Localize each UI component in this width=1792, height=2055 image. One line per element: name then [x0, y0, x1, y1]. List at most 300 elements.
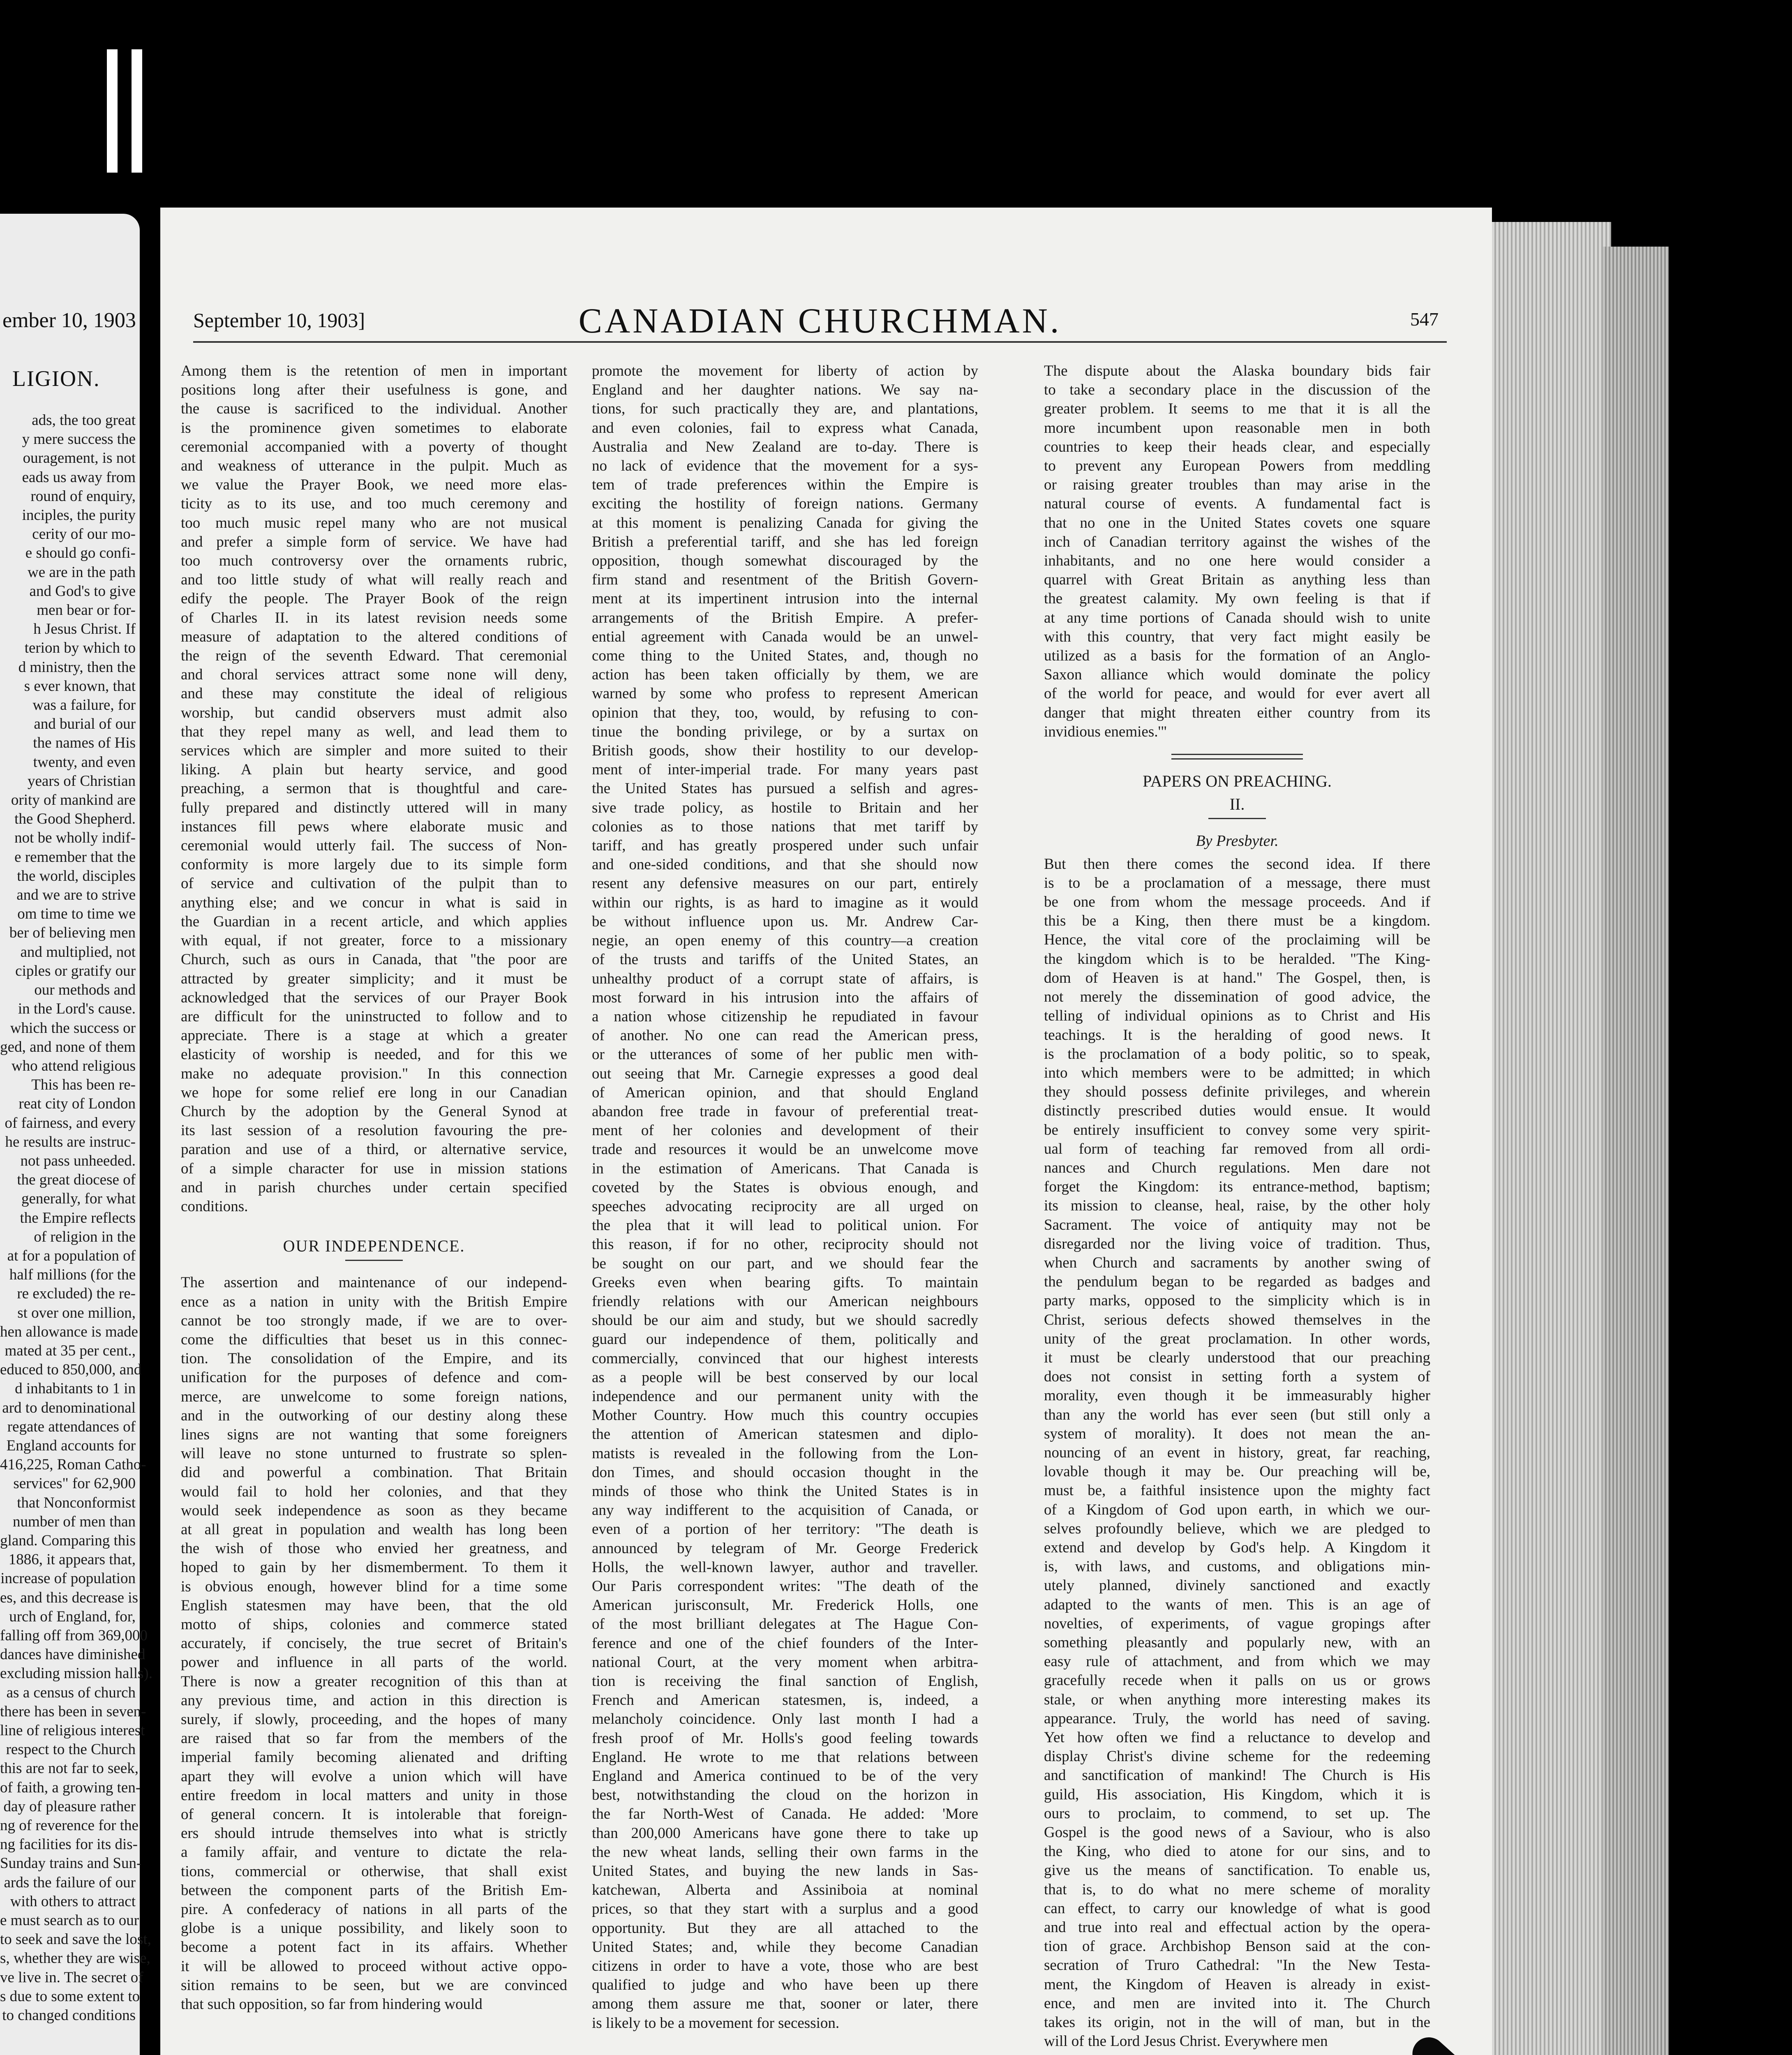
column-2: [592, 362, 978, 2033]
text-line: excluding mission halls).: [0, 1665, 152, 1682]
text-line: surely, if slowly, proceeding, and the hopes of many: [181, 1711, 567, 1728]
text-line: liking. A plain but hearty service, and good: [181, 761, 567, 778]
text-line: than 200,000 Americans have gone there to take up: [592, 1824, 978, 1842]
column-3-article-part-a: [1044, 362, 1430, 741]
text-line: ged, and none of them: [0, 1038, 136, 1055]
text-line: and sanctification of mankind! The Church is His: [1044, 1767, 1430, 1784]
text-line: d inhabitants to 1 in: [15, 1380, 136, 1397]
text-line: Sacrament. The voice of antiquity may not be: [1044, 1216, 1430, 1233]
text-line: at any time portions of Canada should wish to unite: [1044, 609, 1430, 626]
text-line: the cause is sacrificed to the individual. Another: [181, 400, 567, 418]
section-rule: [345, 1260, 403, 1261]
text-line: quarrel with Great Britain as anything less than: [1044, 571, 1430, 589]
text-line: they should possess definite privileges, and wherein: [1044, 1083, 1430, 1101]
masthead-title: CANADIAN CHURCHMAN.: [578, 301, 1062, 340]
text-line: The assertion and maintenance of our independ-: [181, 1274, 567, 1291]
text-line: reat city of London: [18, 1095, 136, 1113]
text-line: the great diocese of: [17, 1171, 136, 1189]
text-line: attracted by greater simplicity; and it must be: [181, 970, 567, 987]
text-line: eads us away from: [22, 469, 136, 486]
text-line: teachings. It is the heralding of good news. It: [1044, 1026, 1430, 1044]
text-line: trade and resources it would be an unwelcome move: [592, 1141, 978, 1158]
text-line: acknowledged that the services of our Prayer Book: [181, 989, 567, 1006]
text-line: inciples, the purity: [22, 507, 136, 524]
text-line: edify the people. The Prayer Book of the reign: [181, 590, 567, 607]
text-line: resent any defensive measures on our part, entirely: [592, 875, 978, 892]
text-line: does not consist in setting forth a system of: [1044, 1368, 1430, 1385]
text-line: hen allowance is made: [0, 1323, 138, 1340]
text-line: action has been taken officially by them, we are: [592, 666, 978, 683]
text-line: exciting the hostility of foreign nations. Germany: [592, 495, 978, 513]
text-line: and too little study of what will really reach and: [181, 571, 567, 589]
text-line: increase of population: [0, 1570, 136, 1587]
text-line: instances fill pews where elaborate music and: [181, 818, 567, 835]
text-line: not merely the dissemination of good advice, the: [1044, 988, 1430, 1006]
text-line: at this moment is penalizing Canada for giving the: [592, 514, 978, 531]
text-line: But then there comes the second idea. If there: [1044, 855, 1430, 873]
text-line: British a preferential tariff, and she has led foreign: [592, 533, 978, 550]
text-line: twenty, and even: [33, 753, 136, 771]
section-double-rule: [1171, 754, 1303, 760]
text-line: e remember that the: [14, 848, 136, 866]
text-line: will leave no stone unturned to frustrate so splen-: [181, 1445, 567, 1462]
byline: By Presbyter.: [1196, 832, 1279, 850]
text-line: tinue the bonding privilege, or by a surtax on: [592, 723, 978, 740]
text-line: s due to some extent to: [0, 1988, 140, 2005]
text-line: appearance. Truly, the world has need of saving.: [1044, 1710, 1430, 1727]
text-line: Hence, the vital core of the proclaiming will be: [1044, 931, 1430, 949]
text-line: adapted to the wants of men. This is an age of: [1044, 1596, 1430, 1613]
text-line: that is, to do what no mere scheme of morality: [1044, 1881, 1430, 1898]
text-line: to take a secondary place in the discussion of the: [1044, 381, 1430, 399]
text-line: even of a portion of her territory: "The death is: [592, 1521, 978, 1538]
text-line: the plea that it will lead to political union. For: [592, 1217, 978, 1234]
text-line: ouragement, is not: [23, 450, 136, 467]
text-line: educed to 850,000, and: [0, 1361, 142, 1378]
text-line: qualified to judge and who have been up there: [592, 1976, 978, 1994]
text-line: preaching, a sermon that is thoughtful and care-: [181, 780, 567, 797]
text-line: dances have diminished: [0, 1646, 145, 1663]
text-line: there has been in seven-: [0, 1703, 146, 1720]
text-line: ment of inter-imperial trade. For many years past: [592, 761, 978, 778]
text-line: years of Christian: [27, 772, 136, 790]
text-line: out seeing that Mr. Carnegie expresses a good deal: [592, 1065, 978, 1082]
text-line: nouncing of an event in history, great, far reaching,: [1044, 1444, 1430, 1461]
text-line: tem of trade preferences within the Empire is: [592, 476, 978, 494]
text-line: opinion that they, too, would, by refusing to con-: [592, 704, 978, 721]
text-line: did and powerful a combination. That Britain: [181, 1464, 567, 1481]
text-line: ment of her colonies and development of their: [592, 1122, 978, 1139]
text-line: firm stand and resentment of the British Govern-: [592, 571, 978, 589]
text-line: it will be allowed to proceed without active oppo-: [181, 1958, 567, 1975]
text-line: which the success or: [10, 1019, 136, 1037]
text-line: ference and one of the chief founders of the Inter-: [592, 1635, 978, 1652]
text-line: and God's to give: [29, 582, 136, 600]
text-line: positions long after their usefulness is gone, and: [181, 381, 567, 399]
text-line: h Jesus Christ. If: [33, 621, 136, 638]
text-line: round of enquiry,: [30, 487, 136, 505]
text-line: of fairness, and every: [5, 1114, 136, 1131]
text-line: the attention of American statesmen and diplo-: [592, 1426, 978, 1443]
text-line: independence and our permanent unity with the: [592, 1388, 978, 1405]
text-line: must be, a faithful insistence upon the mighty fact: [1044, 1482, 1430, 1499]
text-line: of Charles II. in its latest revision needs some: [181, 609, 567, 626]
text-line: the names of His: [33, 734, 136, 752]
text-line: its last session of a resolution favouring the pre-: [181, 1122, 567, 1139]
text-line: with equal, if not greater, force to a missionary: [181, 932, 567, 949]
text-line: selves profoundly believe, which we are pledged to: [1044, 1520, 1430, 1537]
text-line: fully prepared and distinctly uttered will in many: [181, 799, 567, 816]
text-line: e must search as to our: [0, 1912, 139, 1929]
text-line: worship, but candid observers must admit also: [181, 704, 567, 721]
text-line: display Christ's divine scheme for the redeeming: [1044, 1748, 1430, 1765]
text-line: opportunity. But they are all attached to the: [592, 1919, 978, 1937]
text-line: United States, and buying the new lands in Sas-: [592, 1863, 978, 1880]
text-line: power and influence in all parts of the world.: [181, 1654, 567, 1671]
text-line: lines signs are not wanting that some foreigners: [181, 1426, 567, 1443]
text-line: tions, commercial or otherwise, that shall exist: [181, 1863, 567, 1880]
text-line: and these may constitute the ideal of religious: [181, 685, 567, 702]
text-line: utely planned, divinely sanctioned and exactly: [1044, 1577, 1430, 1594]
text-line: at all great in population and wealth has long been: [181, 1521, 567, 1538]
book-page-edges-outer: [1603, 247, 1669, 2055]
text-line: to changed conditions: [2, 2007, 136, 2024]
text-line: of a Kingdom of God upon earth, in which we our-: [1044, 1501, 1430, 1518]
text-line: unification for the purposes of defence and com-: [181, 1369, 567, 1386]
text-line: French and American statesmen, is, indeed, a: [592, 1692, 978, 1709]
text-line: danger that might threaten either country from its: [1044, 704, 1430, 721]
text-line: globe is a unique possibility, and likely soon to: [181, 1920, 567, 1937]
text-line: be entirely insufficient to convey some very spirit-: [1044, 1121, 1430, 1138]
text-line: matists is revealed in the following from the Lon-: [592, 1445, 978, 1462]
text-line: too much controversy over the ornaments rubric,: [181, 552, 567, 570]
text-line: ceremonial accompanied with a poverty of thought: [181, 438, 567, 455]
text-line: natural course of events. A fundamental fact is: [1044, 495, 1430, 513]
text-line: merce, are unwelcome to some foreign nations,: [181, 1388, 567, 1405]
text-line: as a people will be best conserved by our local: [592, 1369, 978, 1386]
text-line: cerity of our mo-: [32, 526, 136, 543]
text-line: something pleasantly and popularly new, with an: [1044, 1634, 1430, 1651]
column-2-article: [592, 362, 978, 2033]
text-line: om time to time we: [17, 905, 136, 923]
text-line: y mere success the: [22, 431, 136, 448]
text-line: measure of adaptation to the altered conditions of: [181, 628, 567, 645]
text-line: and even colonies, fail to express what Canada,: [592, 419, 978, 436]
text-line: elasticity of worship is needed, and for this we: [181, 1046, 567, 1063]
text-line: not be wholly indif-: [14, 829, 136, 847]
section-number: II.: [1229, 795, 1245, 814]
text-line: the new wheat lands, selling their own farms in the: [592, 1843, 978, 1861]
text-line: can effect, to carry our knowledge of what is good: [1044, 1900, 1430, 1917]
text-line: extend and develop by God's help. A Kingdom it: [1044, 1539, 1430, 1556]
text-line: cannot be too strongly made, if we are to over-: [181, 1312, 567, 1329]
text-line: is obvious enough, however blind for a time some: [181, 1578, 567, 1595]
column-3: [1044, 362, 1430, 2051]
text-line: stale, or when anything more interesting makes its: [1044, 1691, 1430, 1708]
text-line: come thing to the United States, and, though no: [592, 647, 978, 665]
text-line: Church, such as ours in Canada, that "the poor are: [181, 951, 567, 968]
text-line: a nation whose citizenship he repudiated in favour: [592, 1008, 978, 1025]
text-line: ential agreement with Canada would be an unwel-: [592, 628, 978, 645]
text-line: best, notwithstanding the cloud on the horizon in: [592, 1787, 978, 1804]
text-line: prices, so that they start with a surplus and a good: [592, 1900, 978, 1918]
left-facing-page: [0, 214, 152, 2055]
text-line: takes its origin, not in the will of man, but in the: [1044, 2014, 1430, 2031]
text-line: of the trusts and tariffs of the United States, an: [592, 951, 978, 968]
text-line: to prevent any European Powers from meddling: [1044, 457, 1430, 475]
text-line: and we are to strive: [16, 887, 136, 904]
text-line: abandon free trade in favour of preferential treat-: [592, 1103, 978, 1120]
text-line: commercially, convinced that our highest interests: [592, 1350, 978, 1367]
text-line: e should go confi-: [25, 545, 136, 562]
header-rule: [193, 341, 1447, 343]
text-line: lovable though it may be. Our preaching will be,: [1044, 1463, 1430, 1480]
text-line: or raising greater troubles than may arise in the: [1044, 476, 1430, 494]
text-line: entire freedom in local matters and unity in those: [181, 1787, 567, 1804]
text-line: the wish of those who envied her greatness, and: [181, 1540, 567, 1557]
text-line: of the world for peace, and would for ever avert all: [1044, 685, 1430, 702]
text-line: pire. A confederacy of nations in all parts of the: [181, 1901, 567, 1918]
text-line: ence as a nation in unity with the British Empire: [181, 1293, 567, 1310]
text-line: easy rule of attachment, and from which we may: [1044, 1653, 1430, 1670]
text-line: tariff, and has greatly prospered under such unfair: [592, 837, 978, 854]
text-line: English statesmen may have been, that the old: [181, 1597, 567, 1614]
text-line: ng of reverence for the: [0, 1817, 139, 1834]
text-line: friendly relations with our American neighbours: [592, 1293, 978, 1310]
text-line: the Empire reflects: [20, 1209, 136, 1226]
text-line: the Good Shepherd.: [14, 810, 136, 828]
text-line: is the prominence given sometimes to elaborate: [181, 419, 567, 436]
text-line: inch of Canadian territory against the wishes of the: [1044, 533, 1430, 550]
text-line: the Guardian in a recent article, and which applies: [181, 913, 567, 930]
text-line: the greatest calamity. My own feeling is that if: [1044, 590, 1430, 607]
text-line: respect to the Church: [6, 1741, 136, 1758]
text-line: the King, who died to atone for our sins, and to: [1044, 1843, 1430, 1860]
text-line: ers should intrude themselves into what is strictly: [181, 1825, 567, 1842]
text-line: would fail to hold her colonies, and that they: [181, 1483, 567, 1500]
text-line: ber of believing men: [9, 924, 136, 942]
left-page-column: [0, 411, 152, 2025]
text-line: ard to denominational: [2, 1399, 136, 1416]
text-line: ment at its impertinent intrusion into the internal: [592, 590, 978, 607]
text-line: services" for 62,900: [13, 1475, 136, 1492]
text-line: 416,225, Roman Catho-: [0, 1456, 146, 1473]
text-line: and weakness of utterance in the pulpit. Much as: [181, 457, 567, 475]
text-line: gracefully recede when it palls on us or grows: [1044, 1672, 1430, 1689]
text-line: any way indifferent to the acquisition of Canada, or: [592, 1502, 978, 1519]
text-line: Yet how often we find a reluctance to develop and: [1044, 1729, 1430, 1746]
text-line: men bear or for-: [37, 602, 136, 619]
text-line: give us the means of sanctification. To enable us,: [1044, 1862, 1430, 1879]
text-line: ards the failure of our: [4, 1874, 136, 1891]
text-line: number of men than: [13, 1513, 136, 1530]
text-line: this reason, if for no other, reciprocity should not: [592, 1236, 978, 1253]
text-line: of service and cultivation of the pulpit than to: [181, 875, 567, 892]
text-line: appreciate. There is a stage at which a greater: [181, 1027, 567, 1044]
text-line: England and America continued to be of the very: [592, 1768, 978, 1785]
text-line: arrangements of the British Empire. A prefer-: [592, 609, 978, 626]
text-line: of another. No one can read the American press,: [592, 1027, 978, 1044]
text-line: of religion in the: [34, 1228, 136, 1245]
text-line: motto of ships, colonies and commerce stated: [181, 1616, 567, 1633]
text-line: who attend religious: [11, 1057, 136, 1074]
text-line: There is now a greater recognition of this than at: [181, 1673, 567, 1690]
text-line: ceremonial would utterly fail. The success of Non-: [181, 837, 567, 854]
text-line: among them assure me that, sooner or later, there: [592, 1995, 978, 2013]
text-line: than any the world has ever seen (but still only a: [1044, 1406, 1430, 1423]
text-line: utilized as a basis for the formation of an Anglo-: [1044, 647, 1430, 665]
text-line: system of morality). It does not mean the an-: [1044, 1425, 1430, 1442]
text-line: urch of England, for,: [9, 1608, 136, 1625]
text-line: Christ, serious defects showed themselves in the: [1044, 1311, 1430, 1328]
text-line: its mission to cleanse, heal, raise, by the other holy: [1044, 1197, 1430, 1215]
text-line: not pass unheeded.: [20, 1152, 136, 1169]
header-date: September 10, 1903]: [193, 309, 365, 332]
column-1: [181, 362, 567, 2014]
text-line: with this country, that very fact might easily be: [1044, 628, 1430, 645]
left-page-title: LIGION.: [12, 366, 100, 391]
text-line: ment, the Kingdom of Heaven is already in exist-: [1044, 1976, 1430, 1993]
text-line: come the difficulties that beset us in this connec-: [181, 1331, 567, 1348]
text-line: our methods and: [34, 981, 136, 999]
text-line: England accounts for: [6, 1437, 136, 1454]
text-line: conformity is more largely due to its simple form: [181, 856, 567, 873]
text-line: unhealthy product of a corrupt state of affairs, is: [592, 970, 978, 987]
text-line: that they repel many as well, and lead them to: [181, 723, 567, 740]
text-line: England. He wrote to me that relations between: [592, 1748, 978, 1766]
text-line: katchewan, Alberta and Assiniboia at nominal: [592, 1882, 978, 1899]
text-line: this be a King, then there must be a kingdom.: [1044, 912, 1430, 930]
text-line: into which members were to be admitted; in which: [1044, 1064, 1430, 1081]
page-number: 547: [1410, 309, 1439, 330]
text-line: this are not far to seek,: [0, 1760, 139, 1777]
text-line: of a simple character for use in mission stations: [181, 1160, 567, 1177]
text-line: es, and this decrease is: [0, 1589, 138, 1606]
text-line: become a potent fact in its affairs. Whether: [181, 1939, 567, 1956]
text-line: imperial family becoming alienated and drifting: [181, 1749, 567, 1766]
text-line: is likely to be a movement for secession.: [592, 2014, 840, 2032]
column-1-article-part-b: [181, 1273, 567, 2014]
text-line: of faith, a growing ten-: [0, 1779, 141, 1796]
text-line: paration and use of a third, or alternative service,: [181, 1141, 567, 1158]
text-line: nances and Church regulations. Men dare not: [1044, 1159, 1430, 1176]
text-line: half millions (for the: [9, 1266, 136, 1284]
text-line: and choral services attract some none will deny,: [181, 666, 567, 683]
text-line: guild, His association, His Kingdom, which it is: [1044, 1786, 1430, 1803]
text-line: greater problem. It seems to me that it is all the: [1044, 400, 1430, 418]
text-line: is, with laws, and customs, and obligations min-: [1044, 1558, 1430, 1575]
text-line: ciples or gratify our: [15, 962, 136, 979]
text-line: regate attendances of: [7, 1418, 136, 1435]
text-line: Holls, the well-known lawyer, author and traveller.: [592, 1559, 978, 1576]
text-line: s ever known, that: [24, 677, 136, 695]
section-title-papers-on-preaching: PAPERS ON PREACHING.: [1143, 772, 1332, 791]
text-line: in the estimation of Americans. That Canada is: [592, 1160, 978, 1177]
text-line: unity of the great proclamation. In other words,: [1044, 1330, 1430, 1347]
text-line: re excluded) the re-: [17, 1285, 136, 1302]
text-line: of the most brilliant delegates at The Hague Con-: [592, 1616, 978, 1633]
text-line: should be our aim and study, but we should sacredly: [592, 1312, 978, 1329]
text-line: s, whether they are wise,: [0, 1950, 150, 1967]
text-line: United States; and, while they become Canadian: [592, 1938, 978, 1956]
text-line: to seek and save the lost,: [0, 1931, 151, 1948]
text-line: or the utterances of some of her public men with-: [592, 1046, 978, 1063]
text-line: be without influence upon us. Mr. Andrew Car-: [592, 913, 978, 930]
text-line: and burial of our: [34, 716, 136, 733]
text-line: more incumbent upon reasonable men in both: [1044, 419, 1430, 436]
text-line: and in the outworking of our destiny along these: [181, 1407, 567, 1424]
column-3-article-part-b: [1044, 855, 1430, 2051]
text-line: line of religious interest: [0, 1722, 145, 1739]
text-line: ual form of teaching far removed from all ordi-: [1044, 1140, 1430, 1157]
text-line: at for a population of: [7, 1247, 136, 1264]
text-line: and prefer a simple form of service. We have had: [181, 533, 567, 550]
text-line: the kingdom which is to be heralded. "The King-: [1044, 950, 1430, 967]
text-line: most forward in his intrusion into the affairs of: [592, 989, 978, 1006]
text-line: invidious enemies.'": [1044, 723, 1167, 740]
text-line: in the Lord's cause.: [18, 1000, 136, 1018]
text-line: guard our independence of them, politically and: [592, 1331, 978, 1348]
text-line: of general concern. It is intolerable that foreign-: [181, 1806, 567, 1823]
text-line: and one-sided conditions, and that she should now: [592, 856, 978, 873]
text-line: telling of individual opinions as to Christ and His: [1044, 1007, 1430, 1025]
text-line: is to be a proclamation of a message, there must: [1044, 874, 1430, 891]
text-line: mated at 35 per cent.,: [5, 1342, 136, 1359]
text-line: a family affair, and venture to dictate the rela-: [181, 1844, 567, 1861]
text-line: it must be clearly understood that our preaching: [1044, 1349, 1430, 1366]
text-line: This has been re-: [31, 1076, 136, 1094]
column-1-article-part-a: [181, 362, 567, 1216]
text-line: don Times, and should occasion thought in the: [592, 1464, 978, 1481]
text-line: that no one in the United States covets one square: [1044, 514, 1430, 531]
text-line: ority of mankind are: [11, 792, 136, 809]
text-line: Church by the adoption by the General Synod at: [181, 1103, 567, 1120]
text-line: announced by telegram of Mr. George Frederick: [592, 1540, 978, 1557]
text-line: was a failure, for: [32, 697, 136, 714]
text-line: hoped to gain by her dismemberment. To them it: [181, 1559, 567, 1576]
text-line: conditions.: [181, 1198, 248, 1215]
text-line: Mother Country. How much this country occupies: [592, 1407, 978, 1424]
text-line: terion by which to: [24, 640, 136, 657]
text-line: when Church and sacraments by another swing of: [1044, 1254, 1430, 1271]
text-line: make no adequate provision." In this connection: [181, 1065, 567, 1082]
text-line: Australia and New Zealand are to-day. There is: [592, 438, 978, 455]
text-line: ads, the too great: [32, 412, 136, 429]
text-line: falling off from 369,000: [0, 1627, 148, 1644]
text-line: morality, even though it be immeasurably higher: [1044, 1387, 1430, 1404]
text-line: distinctly prescribed duties would ensue. It would: [1044, 1102, 1430, 1120]
text-line: with others to attract: [10, 1893, 136, 1910]
text-line: of American opinion, and that should England: [592, 1084, 978, 1101]
page-header: [193, 300, 1447, 341]
text-line: are difficult for the uninstructed to follow and to: [181, 1008, 567, 1025]
text-line: forget the Kingdom: its entrance-method, baptism;: [1044, 1178, 1430, 1196]
text-line: dom of Heaven is at hand." The Gospel, then, is: [1044, 969, 1430, 986]
text-line: ence, and men are invited into it. The Church: [1044, 1995, 1430, 2012]
text-line: citizens in order to have a vote, those who are best: [592, 1958, 978, 1975]
text-line: the reign of the seventh Edward. That ceremonial: [181, 647, 567, 665]
text-line: we hope for some relief ere long in our Canadian: [181, 1084, 567, 1101]
left-page-date: ember 10, 1903: [2, 309, 136, 332]
text-line: tion is receiving the final sanction of English,: [592, 1673, 978, 1690]
text-line: Gospel is the good news of a Saviour, who is also: [1044, 1824, 1430, 1841]
text-line: he results are instruc-: [5, 1133, 136, 1150]
text-line: generally, for what: [21, 1190, 136, 1208]
text-line: will of the Lord Jesus Christ. Everywhere men: [1044, 2033, 1328, 2050]
text-line: too much music repel many who are not musical: [181, 514, 567, 531]
text-line: between the component parts of the British Em-: [181, 1882, 567, 1899]
text-line: accurately, if concisely, the true secret of Britain's: [181, 1635, 567, 1652]
